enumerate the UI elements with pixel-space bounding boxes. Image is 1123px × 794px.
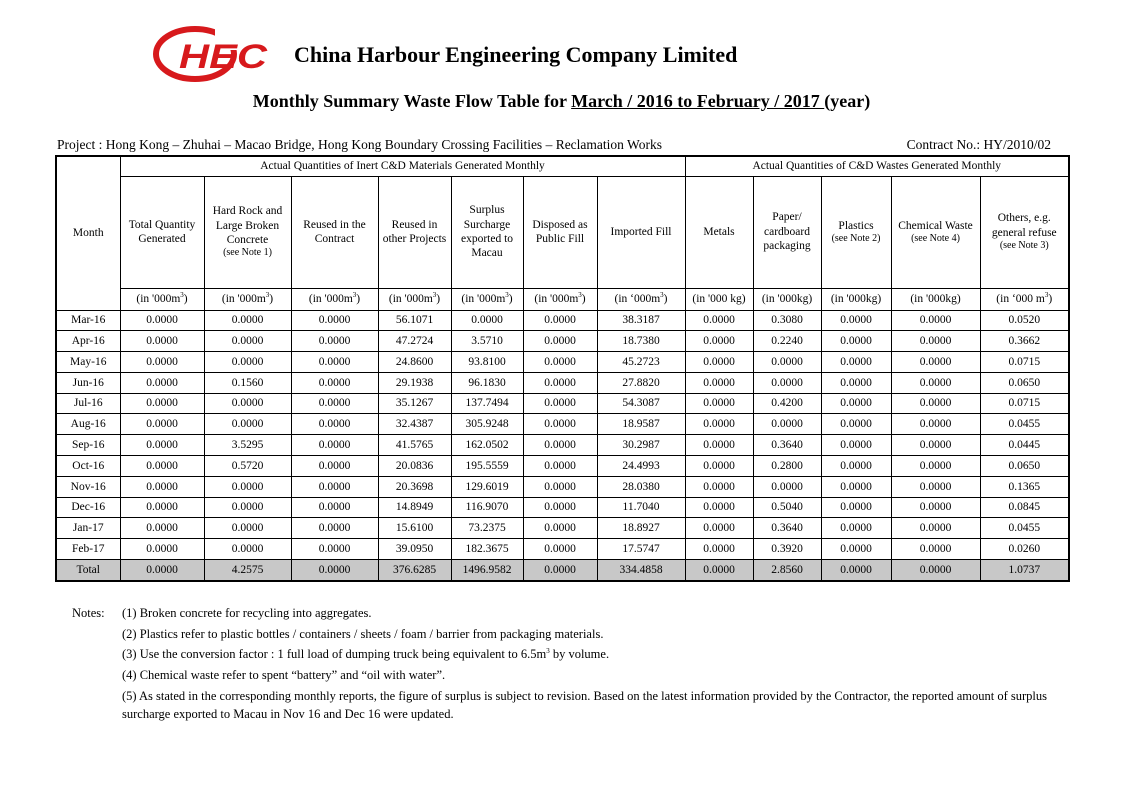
value-cell: 0.0000 [120, 456, 204, 477]
value-cell: 0.0000 [291, 331, 378, 352]
value-cell: 0.0000 [685, 476, 753, 497]
value-cell: 0.0000 [891, 518, 980, 539]
column-header: Total Quantity Generated [120, 176, 204, 288]
value-cell: 15.6100 [378, 518, 451, 539]
unit-cell: (in '000 kg) [685, 288, 753, 310]
total-value-cell: 2.8560 [753, 560, 821, 582]
value-cell: 0.2800 [753, 456, 821, 477]
value-cell: 96.1830 [451, 372, 523, 393]
table-row [56, 310, 1069, 331]
value-cell: 0.0000 [821, 435, 891, 456]
value-cell: 0.0000 [291, 518, 378, 539]
value-cell: 0.0000 [204, 393, 291, 414]
value-cell: 54.3087 [597, 393, 685, 414]
value-cell: 0.0000 [523, 310, 597, 331]
value-cell: 29.1938 [378, 372, 451, 393]
value-cell: 0.0000 [891, 331, 980, 352]
value-cell: 0.0715 [980, 352, 1069, 373]
company-name: China Harbour Engineering Company Limited [294, 42, 738, 67]
unit-cell: (in '$000m^3$) [120, 288, 204, 310]
unit-cell: (in '$000m^3$) [204, 288, 291, 310]
value-cell: 0.0000 [120, 352, 204, 373]
value-cell: 129.6019 [451, 476, 523, 497]
value-cell: 0.0000 [204, 310, 291, 331]
value-cell: 0.0000 [523, 518, 597, 539]
total-label: Total [56, 560, 120, 582]
value-cell: 0.1560 [204, 372, 291, 393]
value-cell: 73.2375 [451, 518, 523, 539]
value-cell: 0.0000 [120, 497, 204, 518]
month-cell: Jun-16 [56, 372, 120, 393]
value-cell: 0.0000 [821, 352, 891, 373]
value-cell: 0.0000 [821, 393, 891, 414]
value-cell: 0.0000 [523, 352, 597, 373]
value-cell: 0.0000 [204, 497, 291, 518]
note-3: (3) Use the conversion factor : 1 full load of dumping truck being equivalent to $6.5m^3$ by volume. [122, 647, 610, 662]
unit-cell: (in '$000m^3$) [378, 288, 451, 310]
value-cell: 162.0502 [451, 435, 523, 456]
value-cell: 41.5765 [378, 435, 451, 456]
value-cell: 0.0000 [204, 331, 291, 352]
value-cell: 0.0000 [685, 372, 753, 393]
value-cell: 0.0000 [685, 331, 753, 352]
value-cell: 45.2723 [597, 352, 685, 373]
value-cell: 0.0000 [685, 539, 753, 560]
column-header: Reused in the Contract [291, 176, 378, 288]
value-cell: 0.0000 [204, 476, 291, 497]
hec-logo [153, 26, 269, 82]
table-row [56, 393, 1069, 414]
value-cell: 3.5295 [204, 435, 291, 456]
notes-label: Notes: [72, 606, 105, 620]
total-value-cell: 0.0000 [523, 560, 597, 582]
unit-cell: (in '$000m^3$) [291, 288, 378, 310]
column-header: Imported Fill [597, 176, 685, 288]
value-cell: 18.8927 [597, 518, 685, 539]
column-header: Reused in other Projects [378, 176, 451, 288]
value-cell: 0.0000 [821, 331, 891, 352]
total-row [56, 560, 1069, 582]
value-cell: 24.8600 [378, 352, 451, 373]
value-cell: 0.0000 [120, 518, 204, 539]
value-cell: 20.3698 [378, 476, 451, 497]
value-cell: 0.0650 [980, 456, 1069, 477]
value-cell: 0.0000 [120, 310, 204, 331]
note-1: (1) Broken concrete for recycling into aggregates. [122, 606, 372, 620]
value-cell: 0.0000 [685, 456, 753, 477]
value-cell: 0.3080 [753, 310, 821, 331]
total-value-cell: 376.6285 [378, 560, 451, 582]
month-cell: Mar-16 [56, 310, 120, 331]
total-value-cell: 1.0737 [980, 560, 1069, 582]
value-cell: 0.0000 [523, 497, 597, 518]
value-cell: 0.0000 [451, 310, 523, 331]
table-row [56, 331, 1069, 352]
value-cell: 0.5040 [753, 497, 821, 518]
note-5: (5) As stated in the corresponding monthly reports, the figure of surplus is subject to revision. Based on the latest information provided by the Contractor, the reported amount of surplus surcharge exported to Macau in Nov 16 and Dec 16 were updated. [122, 688, 1048, 721]
unit-cell: (in '$000m^3$) [451, 288, 523, 310]
value-cell: 0.0000 [291, 310, 378, 331]
contract-number: Contract No.: HY/2010/02 [906, 137, 1051, 152]
value-cell: 32.4387 [378, 414, 451, 435]
value-cell: 0.0000 [120, 539, 204, 560]
value-cell: 0.0000 [821, 310, 891, 331]
total-value-cell: 4.2575 [204, 560, 291, 582]
table-row [56, 476, 1069, 497]
table-row [56, 539, 1069, 560]
column-header: Disposed as Public Fill [523, 176, 597, 288]
unit-cell: (in '000kg) [821, 288, 891, 310]
value-cell: 28.0380 [597, 476, 685, 497]
value-cell: 0.0520 [980, 310, 1069, 331]
value-cell: 137.7494 [451, 393, 523, 414]
note-2: (2) Plastics refer to plastic bottles / containers / sheets / foam / barrier from packaging materials. [122, 626, 604, 641]
value-cell: 116.9070 [451, 497, 523, 518]
value-cell: 0.4200 [753, 393, 821, 414]
unit-cell: (in ‘000 $m^3$) [980, 288, 1069, 310]
value-cell: 27.8820 [597, 372, 685, 393]
title-period: March / 2016 to February / 2017 [571, 91, 825, 111]
total-value-cell: 0.0000 [891, 560, 980, 582]
value-cell: 24.4993 [597, 456, 685, 477]
value-cell: 14.8949 [378, 497, 451, 518]
value-cell: 0.0650 [980, 372, 1069, 393]
value-cell: 0.0000 [291, 372, 378, 393]
month-cell: Feb-17 [56, 539, 120, 560]
value-cell: 0.3920 [753, 539, 821, 560]
value-cell: 0.0000 [523, 414, 597, 435]
value-cell: 0.0000 [120, 435, 204, 456]
month-cell: Oct-16 [56, 456, 120, 477]
value-cell: 0.3640 [753, 518, 821, 539]
table-row [56, 435, 1069, 456]
waste-flow-table [55, 155, 1070, 582]
group-inert-header: Actual Quantities of Inert C&D Materials Generated Monthly [120, 156, 685, 176]
value-cell: 0.0000 [204, 539, 291, 560]
value-cell: 0.0000 [685, 393, 753, 414]
project-label: Project : Hong Kong – Zhuhai – Macao Bridge, Hong Kong Boundary Crossing Facilities – Reclamation Works [57, 137, 662, 152]
value-cell: 0.0000 [891, 497, 980, 518]
value-cell: 0.0000 [821, 372, 891, 393]
value-cell: 0.0845 [980, 497, 1069, 518]
value-cell: 0.0000 [753, 476, 821, 497]
value-cell: 182.3675 [451, 539, 523, 560]
value-cell: 0.0000 [291, 497, 378, 518]
value-cell: 0.0000 [891, 456, 980, 477]
value-cell: 20.0836 [378, 456, 451, 477]
value-cell: 39.0950 [378, 539, 451, 560]
value-cell: 0.0445 [980, 435, 1069, 456]
table-row [56, 414, 1069, 435]
value-cell: 18.7380 [597, 331, 685, 352]
value-cell: 0.0000 [120, 393, 204, 414]
column-header: Surplus Surcharge exported to Macau [451, 176, 523, 288]
value-cell: 0.0000 [523, 435, 597, 456]
value-cell: 0.0000 [891, 352, 980, 373]
unit-cell: (in '000kg) [891, 288, 980, 310]
value-cell: 0.0000 [821, 456, 891, 477]
column-header: Plastics (see Note 2) [821, 176, 891, 288]
logo-text: HEC [179, 38, 268, 76]
value-cell: 0.0260 [980, 539, 1069, 560]
value-cell: 195.5559 [451, 456, 523, 477]
value-cell: 38.3187 [597, 310, 685, 331]
value-cell: 0.0000 [204, 352, 291, 373]
value-cell: 56.1071 [378, 310, 451, 331]
value-cell: 0.0000 [291, 539, 378, 560]
value-cell: 0.0000 [821, 476, 891, 497]
value-cell: 11.7040 [597, 497, 685, 518]
month-cell: Sep-16 [56, 435, 120, 456]
value-cell: 0.0000 [291, 456, 378, 477]
value-cell: 0.0000 [753, 414, 821, 435]
value-cell: 0.0000 [291, 393, 378, 414]
value-cell: 0.2240 [753, 331, 821, 352]
column-header: Hard Rock and Large Broken Concrete (see Note 1) [204, 176, 291, 288]
value-cell: 0.0000 [821, 539, 891, 560]
value-cell: 0.0000 [685, 352, 753, 373]
group-waste-header: Actual Quantities of C&D Wastes Generated Monthly [685, 156, 1069, 176]
column-header: Paper/ cardboard packaging [753, 176, 821, 288]
value-cell: 3.5710 [451, 331, 523, 352]
total-value-cell: 0.0000 [821, 560, 891, 582]
value-cell: 0.3640 [753, 435, 821, 456]
value-cell: 0.0000 [685, 497, 753, 518]
month-cell: Nov-16 [56, 476, 120, 497]
value-cell: 0.0000 [685, 414, 753, 435]
value-cell: 305.9248 [451, 414, 523, 435]
value-cell: 0.0000 [523, 539, 597, 560]
month-cell: Jan-17 [56, 518, 120, 539]
month-cell: Dec-16 [56, 497, 120, 518]
value-cell: 0.0000 [120, 476, 204, 497]
value-cell: 0.0000 [120, 414, 204, 435]
note-4: (4) Chemical waste refer to spent “battery” and “oil with water”. [122, 667, 446, 682]
value-cell: 0.0000 [523, 476, 597, 497]
month-header: Month [56, 156, 120, 310]
value-cell: 0.0455 [980, 518, 1069, 539]
value-cell: 0.1365 [980, 476, 1069, 497]
month-cell: Aug-16 [56, 414, 120, 435]
value-cell: 0.0000 [523, 331, 597, 352]
value-cell: 0.0000 [120, 331, 204, 352]
value-cell: 0.0000 [291, 414, 378, 435]
value-cell: 0.0000 [891, 539, 980, 560]
value-cell: 0.0000 [291, 352, 378, 373]
value-cell: 0.5720 [204, 456, 291, 477]
value-cell: 0.0000 [291, 435, 378, 456]
value-cell: 47.2724 [378, 331, 451, 352]
value-cell: 18.9587 [597, 414, 685, 435]
value-cell: 0.0000 [821, 497, 891, 518]
value-cell: 30.2987 [597, 435, 685, 456]
value-cell: 0.0000 [891, 393, 980, 414]
table-row [56, 497, 1069, 518]
value-cell: 0.0000 [291, 476, 378, 497]
value-cell: 0.0000 [685, 518, 753, 539]
value-cell: 0.0000 [753, 352, 821, 373]
value-cell: 0.0000 [523, 372, 597, 393]
value-cell: 0.0000 [685, 435, 753, 456]
table-row [56, 372, 1069, 393]
value-cell: 0.0000 [685, 310, 753, 331]
total-value-cell: 0.0000 [120, 560, 204, 582]
month-cell: May-16 [56, 352, 120, 373]
column-header: Chemical Waste (see Note 4) [891, 176, 980, 288]
value-cell: 0.0000 [753, 372, 821, 393]
total-value-cell: 1496.9582 [451, 560, 523, 582]
value-cell: 0.0000 [821, 414, 891, 435]
unit-cell: (in '000kg) [753, 288, 821, 310]
table-row [56, 456, 1069, 477]
value-cell: 0.0000 [523, 456, 597, 477]
table-row [56, 352, 1069, 373]
value-cell: 0.3662 [980, 331, 1069, 352]
column-header: Others, e.g. general refuse (see Note 3) [980, 176, 1069, 288]
value-cell: 35.1267 [378, 393, 451, 414]
value-cell: 0.0000 [204, 518, 291, 539]
value-cell: 0.0000 [204, 414, 291, 435]
value-cell: 93.8100 [451, 352, 523, 373]
table-row [56, 518, 1069, 539]
value-cell: 0.0000 [891, 414, 980, 435]
value-cell: 0.0455 [980, 414, 1069, 435]
month-cell: Jul-16 [56, 393, 120, 414]
value-cell: 0.0000 [821, 518, 891, 539]
value-cell: 0.0000 [523, 393, 597, 414]
column-header: Metals [685, 176, 753, 288]
page-title: Monthly Summary Waste Flow Table for March / 2016 to February / 2017 (year) [252, 91, 871, 111]
value-cell: 0.0000 [891, 476, 980, 497]
value-cell: 17.5747 [597, 539, 685, 560]
unit-cell: (in '$000m^3$) [523, 288, 597, 310]
unit-cell: (in ‘$000m^3$) [597, 288, 685, 310]
total-value-cell: 334.4858 [597, 560, 685, 582]
total-value-cell: 0.0000 [291, 560, 378, 582]
total-value-cell: 0.0000 [685, 560, 753, 582]
value-cell: 0.0000 [891, 310, 980, 331]
value-cell: 0.0715 [980, 393, 1069, 414]
value-cell: 0.0000 [891, 435, 980, 456]
month-cell: Apr-16 [56, 331, 120, 352]
value-cell: 0.0000 [120, 372, 204, 393]
value-cell: 0.0000 [891, 372, 980, 393]
